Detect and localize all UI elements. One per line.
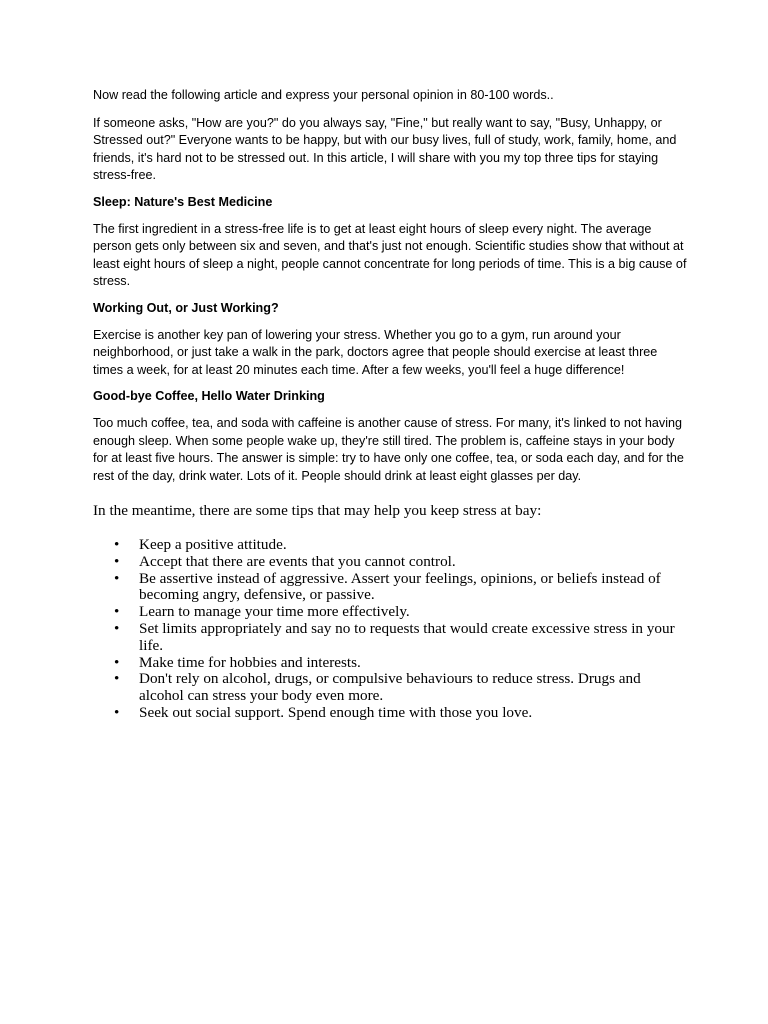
tips-list — [93, 537, 688, 722]
section-heading-coffee: Good-bye Coffee, Hello Water Drinking — [93, 389, 325, 404]
bullet-icon: • — [114, 620, 120, 638]
list-item-text: Be assertive instead of aggressive. Assert your feelings, opinions, or beliefs instead of becoming angry, defensive, or passive. — [139, 569, 661, 604]
tips-section — [93, 503, 688, 722]
bullet-icon: • — [114, 704, 120, 722]
list-item-text: Accept that there are events that you cannot control. — [139, 552, 456, 570]
list-item-text: Make time for hobbies and interests. — [139, 653, 361, 671]
list-item — [93, 554, 688, 571]
list-item — [93, 621, 688, 655]
list-item — [93, 604, 688, 621]
list-item — [93, 537, 688, 554]
section-heading-sleep: Sleep: Nature's Best Medicine — [93, 194, 273, 209]
list-item-text: Keep a positive attitude. — [139, 536, 287, 554]
bullet-icon: • — [114, 536, 120, 554]
bullet-icon: • — [114, 653, 120, 671]
list-item — [93, 705, 688, 722]
bullet-icon: • — [114, 603, 120, 621]
section-body-coffee: Too much coffee, tea, and soda with caffeine is another cause of stress. For many, it's linked to not having enough sleep. When some people wake up, they're still tired. The problem is, caffeine stays in your body for at least five hours. The answer is simple: try to have only one coffee, tea, or soda each day, and for the rest of the day, drink water. Lots of it. People should drink at least eight glasses per day. — [93, 415, 684, 483]
intro-paragraph: If someone asks, "How are you?" do you always say, "Fine," but really want to say, "Busy, Unhappy, or Stressed out?" Everyone wants to be happy, but with our busy lives, full of study, work, family, home, and friends, it's hard not to be stressed out. In this article, I will share with you my top three tips for staying stress-free. — [93, 115, 677, 183]
instruction-text: Now read the following article and express your personal opinion in 80-100 words.. — [93, 88, 554, 102]
list-item-text: Learn to manage your time more effectively. — [139, 603, 410, 621]
list-item — [93, 571, 688, 605]
bullet-icon: • — [114, 670, 120, 688]
list-item-text: Don't rely on alcohol, drugs, or compulsive behaviours to reduce stress. Drugs and alcohol can stress your body even more. — [139, 670, 641, 705]
section-heading-working-out: Working Out, or Just Working? — [93, 300, 279, 315]
list-item — [93, 655, 688, 672]
bullet-icon: • — [114, 569, 120, 587]
section-body-working-out: Exercise is another key pan of lowering your stress. Whether you go to a gym, run around your neighborhood, or just take a walk in the park, doctors agree that people should exercise at least three times a week, for at least 20 minutes each time. After a few weeks, you'll feel a huge difference! — [93, 327, 658, 377]
list-item — [93, 671, 688, 705]
bullet-icon: • — [114, 552, 120, 570]
section-body-sleep: The first ingredient in a stress-free life is to get at least eight hours of sleep every night. The average person gets only between six and seven, and that's just not enough. Scientific studies show that without at least eight hours of sleep a night, people cannot concentrate for long periods of time. This is a big cause of stress. — [93, 221, 687, 289]
tips-intro: In the meantime, there are some tips that may help you keep stress at bay: — [93, 502, 542, 520]
list-item-text: Set limits appropriately and say no to requests that would create excessive stress in your life. — [139, 620, 675, 654]
list-item-text: Seek out social support. Spend enough time with those you love. — [139, 704, 533, 722]
